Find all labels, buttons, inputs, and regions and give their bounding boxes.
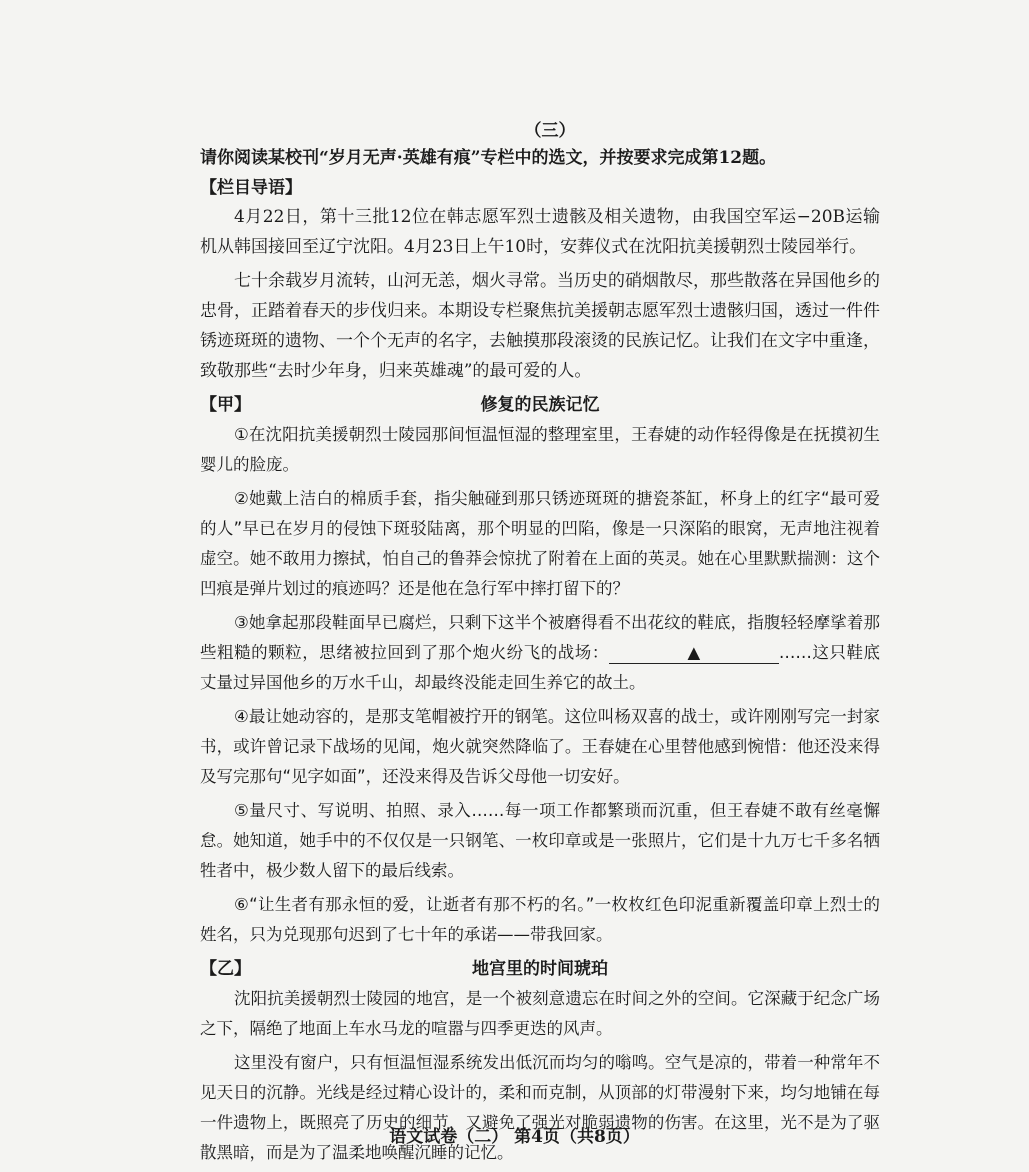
jia-paragraph-1: ①在沈阳抗美援朝烈士陵园那间恒温恒湿的整理室里，王春婕的动作轻得像是在抚摸初生婴儿的脸庞。 [200,425,880,474]
jia-p3-after: ……这只鞋底丈量过异国他乡的万水千山，却最终没能走回生养它的故土。 [200,643,881,692]
jia-paragraph-5: ⑤量尺寸、写说明、拍照、录入……每一项工作都繁琐而沉重，但王春婕不敢有丝毫懈怠。她知道，她手中的不仅仅是一只钢笔、一枚印章或是一张照片，它们是十九万七千多名牺牲者中，极少数人留下的最后线索。 [200,801,880,880]
passage-yi-tag: 【乙】 [200,959,251,979]
passage-jia-tag: 【甲】 [200,395,251,415]
instruction-text: 请你阅读某校刊“岁月无声·英雄有痕”专栏中的选文，并按要求完成第12题。 [200,148,777,168]
passage-jia-heading [200,390,880,420]
fill-in-blank: ▲ [609,643,779,664]
jia-paragraph-2: ②她戴上洁白的棉质手套，指尖触碰到那只锈迹斑斑的搪瓷茶缸，杯身上的红字“最可爱的人”早已在岁月的侵蚀下斑驳陆离，那个明显的凹陷，像是一只深陷的眼窝，无声地注视着虚空。她不敢用力擦拭，怕自己的鲁莽会惊扰了附着在上面的英灵。她在心里默默揣测：这个凹痕是弹片划过的痕迹吗？还是他在急行军中摔打留下的？ [200,489,880,598]
jia-paragraph-3 [200,608,880,698]
intro-paragraph: 七十余载岁月流转，山河无恙，烟火寻常。当历史的硝烟散尽，那些散落在异国他乡的忠骨，正踏着春天的步伐归来。本期设专栏聚焦抗美援朝志愿军烈士遗骸归国，透过一件件锈迹斑斑的遗物、一个个无声的名字，去触摸那段滚烫的民族记忆。让我们在文字中重逢，致敬那些“去时少年身，归来英雄魂”的最可爱的人。 [200,271,880,381]
passage-yi-heading [200,954,880,984]
page-footer: 语文试卷（二） 第4页（共8页） [389,1127,640,1147]
section-number: （三） [524,121,576,141]
passage-jia-title: 修复的民族记忆 [480,395,600,415]
page-content [200,118,880,1172]
jia-p3-before: ③她拿起那段鞋面早已腐烂，只剩下这半个被磨得看不出花纹的鞋底，指腹轻轻摩挲着那些粗糙的颗粒，思绪被拉回到了那个炮火纷飞的战场： [200,613,880,662]
passage-yi-title: 地宫里的时间琥珀 [472,959,608,979]
yi-paragraph-1: 沈阳抗美援朝烈士陵园的地宫，是一个被刻意遗忘在时间之外的空间。它深藏于纪念广场之下，隔绝了地面上车水马龙的喧嚣与四季更迭的风声。 [200,989,880,1038]
yi-paragraph-2: 这里没有窗户，只有恒温恒湿系统发出低沉而均匀的嗡鸣。空气是凉的，带着一种常年不见天日的沉静。光线是经过精心设计的，柔和而克制，从顶部的灯带漫射下来，均匀地铺在每一件遗物上，既照亮了历史的细节，又避免了强光对脆弱遗物的伤害。在这里，光不是为了驱散黑暗，而是为了温柔地唤醒沉睡的记忆。 [200,1053,880,1162]
intro-paragraph: 4月22日，第十三批12位在韩志愿军烈士遗骸及相关遗物，由我国空军运−20B运输机从韩国接回至辽宁沈阳。4月23日上午10时，安葬仪式在沈阳抗美援朝烈士陵园举行。 [200,207,880,257]
intro-label: 【栏目导语】 [200,178,302,198]
jia-paragraph-4: ④最让她动容的，是那支笔帽被拧开的钢笔。这位叫杨双喜的战士，或许刚刚写完一封家书，或许曾记录下战场的见闻，炮火就突然降临了。王春婕在心里替他感到惋惜：他还没来得及写完那句“见字如面”，还没来得及告诉父母他一切安好。 [200,707,880,786]
jia-paragraph-6: ⑥“让生者有那永恒的爱，让逝者有那不朽的名。”一枚枚红色印泥重新覆盖印章上烈士的姓名，只为兑现那句迟到了七十年的承诺——带我回家。 [200,895,880,944]
